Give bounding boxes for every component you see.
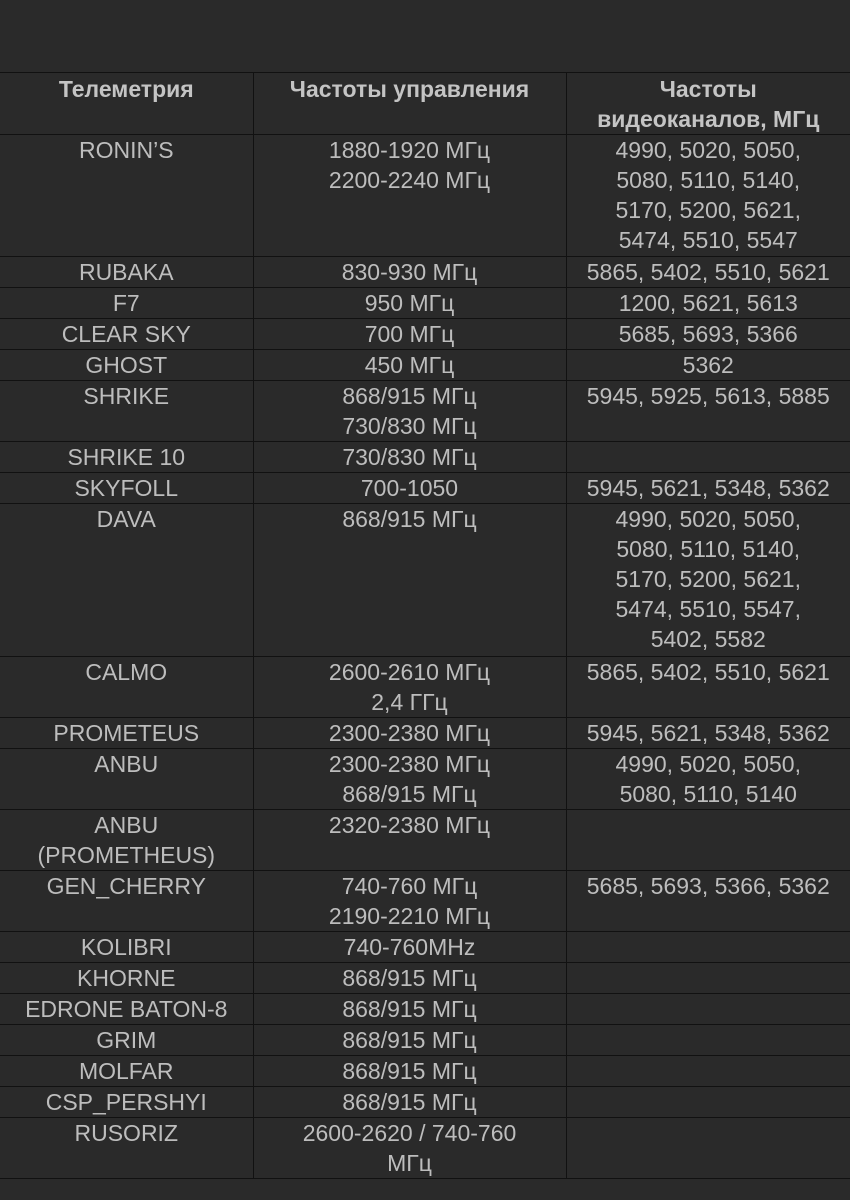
control-frequency-cell: 950 МГц — [253, 288, 566, 319]
table-row — [0, 932, 850, 963]
telemetry-cell: CSP_PERSHYI — [0, 1087, 253, 1118]
frequency-table-container — [0, 72, 850, 1179]
table-row — [0, 135, 850, 257]
table-row — [0, 1056, 850, 1087]
table-row — [0, 381, 850, 442]
video-frequency-cell: 4990, 5020, 5050, 5080, 5110, 5140 — [566, 749, 850, 810]
video-frequency-cell: 5685, 5693, 5366 — [566, 319, 850, 350]
video-frequency-cell: 4990, 5020, 5050, 5080, 5110, 5140, 5170, 5200, 5621, 5474, 5510, 5547, 5402, 5582 — [566, 504, 850, 657]
telemetry-cell: ANBU (PROMETHEUS) — [0, 810, 253, 871]
control-frequency-cell: 868/915 МГц — [253, 994, 566, 1025]
table-body — [0, 135, 850, 1179]
telemetry-cell: RUBAKA — [0, 257, 253, 288]
video-frequency-cell: 5865, 5402, 5510, 5621 — [566, 257, 850, 288]
header-telemetry: Телеметрия — [0, 73, 253, 135]
video-frequency-cell — [566, 1087, 850, 1118]
table-row — [0, 504, 850, 657]
telemetry-cell: ANBU — [0, 749, 253, 810]
telemetry-cell: DAVA — [0, 504, 253, 657]
table-row — [0, 257, 850, 288]
video-frequency-cell: 5945, 5621, 5348, 5362 — [566, 473, 850, 504]
table-row — [0, 319, 850, 350]
table-row — [0, 473, 850, 504]
control-frequency-cell: 730/830 МГц — [253, 442, 566, 473]
control-frequency-cell: 2300-2380 МГц — [253, 718, 566, 749]
telemetry-cell: GHOST — [0, 350, 253, 381]
header-row — [0, 73, 850, 135]
video-frequency-cell: 5945, 5925, 5613, 5885 — [566, 381, 850, 442]
telemetry-cell: SHRIKE — [0, 381, 253, 442]
video-frequency-cell — [566, 1118, 850, 1179]
control-frequency-cell: 700-1050 — [253, 473, 566, 504]
telemetry-cell: EDRONE BATON-8 — [0, 994, 253, 1025]
table-row — [0, 1087, 850, 1118]
video-frequency-cell — [566, 1056, 850, 1087]
video-frequency-cell: 4990, 5020, 5050, 5080, 5110, 5140, 5170, 5200, 5621, 5474, 5510, 5547 — [566, 135, 850, 257]
table-row — [0, 442, 850, 473]
table-row — [0, 288, 850, 319]
telemetry-cell: F7 — [0, 288, 253, 319]
video-frequency-cell — [566, 994, 850, 1025]
control-frequency-cell: 700 МГц — [253, 319, 566, 350]
video-frequency-cell — [566, 810, 850, 871]
frequency-table — [0, 72, 850, 1179]
header-video-frequencies: Частоты видеоканалов, МГц — [566, 73, 850, 135]
table-row — [0, 963, 850, 994]
table-row — [0, 1025, 850, 1056]
video-frequency-cell — [566, 442, 850, 473]
telemetry-cell: MOLFAR — [0, 1056, 253, 1087]
control-frequency-cell: 2600-2620 / 740-760 МГц — [253, 1118, 566, 1179]
video-frequency-cell — [566, 932, 850, 963]
table-row — [0, 718, 850, 749]
video-frequency-cell: 1200, 5621, 5613 — [566, 288, 850, 319]
video-frequency-cell: 5362 — [566, 350, 850, 381]
video-frequency-cell — [566, 1025, 850, 1056]
telemetry-cell: SKYFOLL — [0, 473, 253, 504]
control-frequency-cell: 868/915 МГц — [253, 504, 566, 657]
telemetry-cell: SHRIKE 10 — [0, 442, 253, 473]
table-row — [0, 749, 850, 810]
control-frequency-cell: 2300-2380 МГц 868/915 МГц — [253, 749, 566, 810]
control-frequency-cell: 2600-2610 МГц 2,4 ГГц — [253, 657, 566, 718]
control-frequency-cell: 1880-1920 МГц 2200-2240 МГц — [253, 135, 566, 257]
telemetry-cell: CALMO — [0, 657, 253, 718]
control-frequency-cell: 868/915 МГц — [253, 1087, 566, 1118]
telemetry-cell: GEN_CHERRY — [0, 871, 253, 932]
table-row — [0, 657, 850, 718]
telemetry-cell: RUSORIZ — [0, 1118, 253, 1179]
control-frequency-cell: 740-760MHz — [253, 932, 566, 963]
table-row — [0, 1118, 850, 1179]
video-frequency-cell: 5685, 5693, 5366, 5362 — [566, 871, 850, 932]
video-frequency-cell: 5945, 5621, 5348, 5362 — [566, 718, 850, 749]
table-row — [0, 350, 850, 381]
control-frequency-cell: 740-760 МГц 2190-2210 МГц — [253, 871, 566, 932]
control-frequency-cell: 868/915 МГц — [253, 963, 566, 994]
telemetry-cell: PROMETEUS — [0, 718, 253, 749]
telemetry-cell: KOLIBRI — [0, 932, 253, 963]
table-row — [0, 871, 850, 932]
table-header — [0, 73, 850, 135]
control-frequency-cell: 830-930 МГц — [253, 257, 566, 288]
control-frequency-cell: 450 МГц — [253, 350, 566, 381]
control-frequency-cell: 868/915 МГц — [253, 1025, 566, 1056]
table-row — [0, 994, 850, 1025]
video-frequency-cell: 5865, 5402, 5510, 5621 — [566, 657, 850, 718]
control-frequency-cell: 2320-2380 МГц — [253, 810, 566, 871]
control-frequency-cell: 868/915 МГц — [253, 1056, 566, 1087]
table-row — [0, 810, 850, 871]
video-frequency-cell — [566, 963, 850, 994]
header-control-frequencies: Частоты управления — [253, 73, 566, 135]
telemetry-cell: CLEAR SKY — [0, 319, 253, 350]
telemetry-cell: RONIN’S — [0, 135, 253, 257]
control-frequency-cell: 868/915 МГц 730/830 МГц — [253, 381, 566, 442]
telemetry-cell: GRIM — [0, 1025, 253, 1056]
telemetry-cell: KHORNE — [0, 963, 253, 994]
